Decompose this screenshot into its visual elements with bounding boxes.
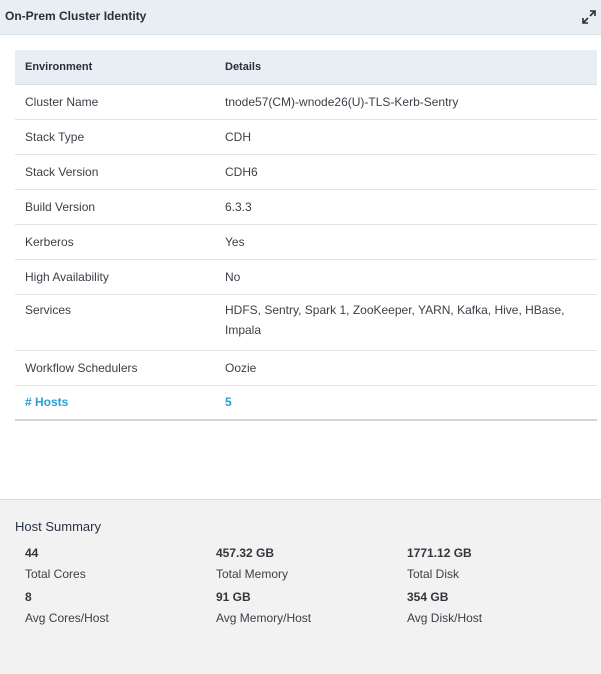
metric-label: Total Memory: [216, 567, 289, 581]
host-summary-title: Host Summary: [15, 519, 101, 534]
row-value-services: HDFS, Sentry, Spark 1, ZooKeeper, YARN, Kafka, Hive, HBase, Impala: [215, 294, 597, 350]
row-label-build-version: Build Version: [15, 189, 215, 224]
row-label-stack-version: Stack Version: [15, 154, 215, 189]
row-label-cluster-name: Cluster Name: [15, 84, 215, 119]
panel-title: On-Prem Cluster Identity: [5, 9, 147, 23]
metric-avg-memory: [216, 590, 311, 625]
metric-value: 354 GB: [407, 590, 449, 604]
table-header-row: [15, 50, 597, 84]
metric-value: 44: [25, 546, 39, 560]
metric-avg-cores: [25, 590, 109, 625]
metric-label: Avg Disk/Host: [407, 611, 483, 625]
metric-label: Total Cores: [25, 567, 86, 581]
table-row: [15, 189, 597, 224]
panel-header: [0, 0, 601, 35]
hosts-link-count[interactable]: 5: [225, 395, 232, 410]
table-row: [15, 154, 597, 189]
row-label-workflow-schedulers: Workflow Schedulers: [15, 350, 215, 385]
metric-total-cores: [25, 546, 86, 581]
metric-value: 8: [25, 590, 32, 604]
table-row: [15, 259, 597, 294]
metric-label: Total Disk: [407, 567, 460, 581]
metric-total-disk: [407, 546, 472, 581]
metric-value: 91 GB: [216, 590, 251, 604]
table-row: [15, 294, 597, 350]
row-value-build-version: 6.3.3: [215, 189, 597, 224]
table-row: [15, 84, 597, 119]
row-label-services: Services: [15, 294, 215, 350]
metric-value: 457.32 GB: [216, 546, 275, 560]
row-value-high-availability: No: [215, 259, 597, 294]
row-value-stack-version: CDH6: [215, 154, 597, 189]
column-header-details: Details: [215, 50, 597, 84]
table-row: [15, 119, 597, 154]
table-row-hosts: [15, 385, 597, 420]
table-row: [15, 224, 597, 259]
host-summary-section: [0, 499, 601, 674]
row-label-high-availability: High Availability: [15, 259, 215, 294]
metric-label: Avg Cores/Host: [25, 611, 109, 625]
metric-label: Avg Memory/Host: [216, 611, 312, 625]
expand-icon[interactable]: [580, 8, 598, 26]
metric-avg-disk: [407, 590, 482, 625]
row-value-kerberos: Yes: [215, 224, 597, 259]
hosts-link-label[interactable]: # Hosts: [25, 395, 69, 410]
metric-value: 1771.12 GB: [407, 546, 472, 560]
row-value-stack-type: CDH: [215, 119, 597, 154]
row-value-workflow-schedulers: Oozie: [215, 350, 597, 385]
table-row: [15, 350, 597, 385]
cluster-identity-table: [15, 50, 597, 421]
row-label-kerberos: Kerberos: [15, 224, 215, 259]
column-header-environment: Environment: [15, 50, 215, 84]
row-value-cluster-name: tnode57(CM)-wnode26(U)-TLS-Kerb-Sentry: [215, 84, 597, 119]
row-label-stack-type: Stack Type: [15, 119, 215, 154]
metric-total-memory: [216, 546, 288, 581]
